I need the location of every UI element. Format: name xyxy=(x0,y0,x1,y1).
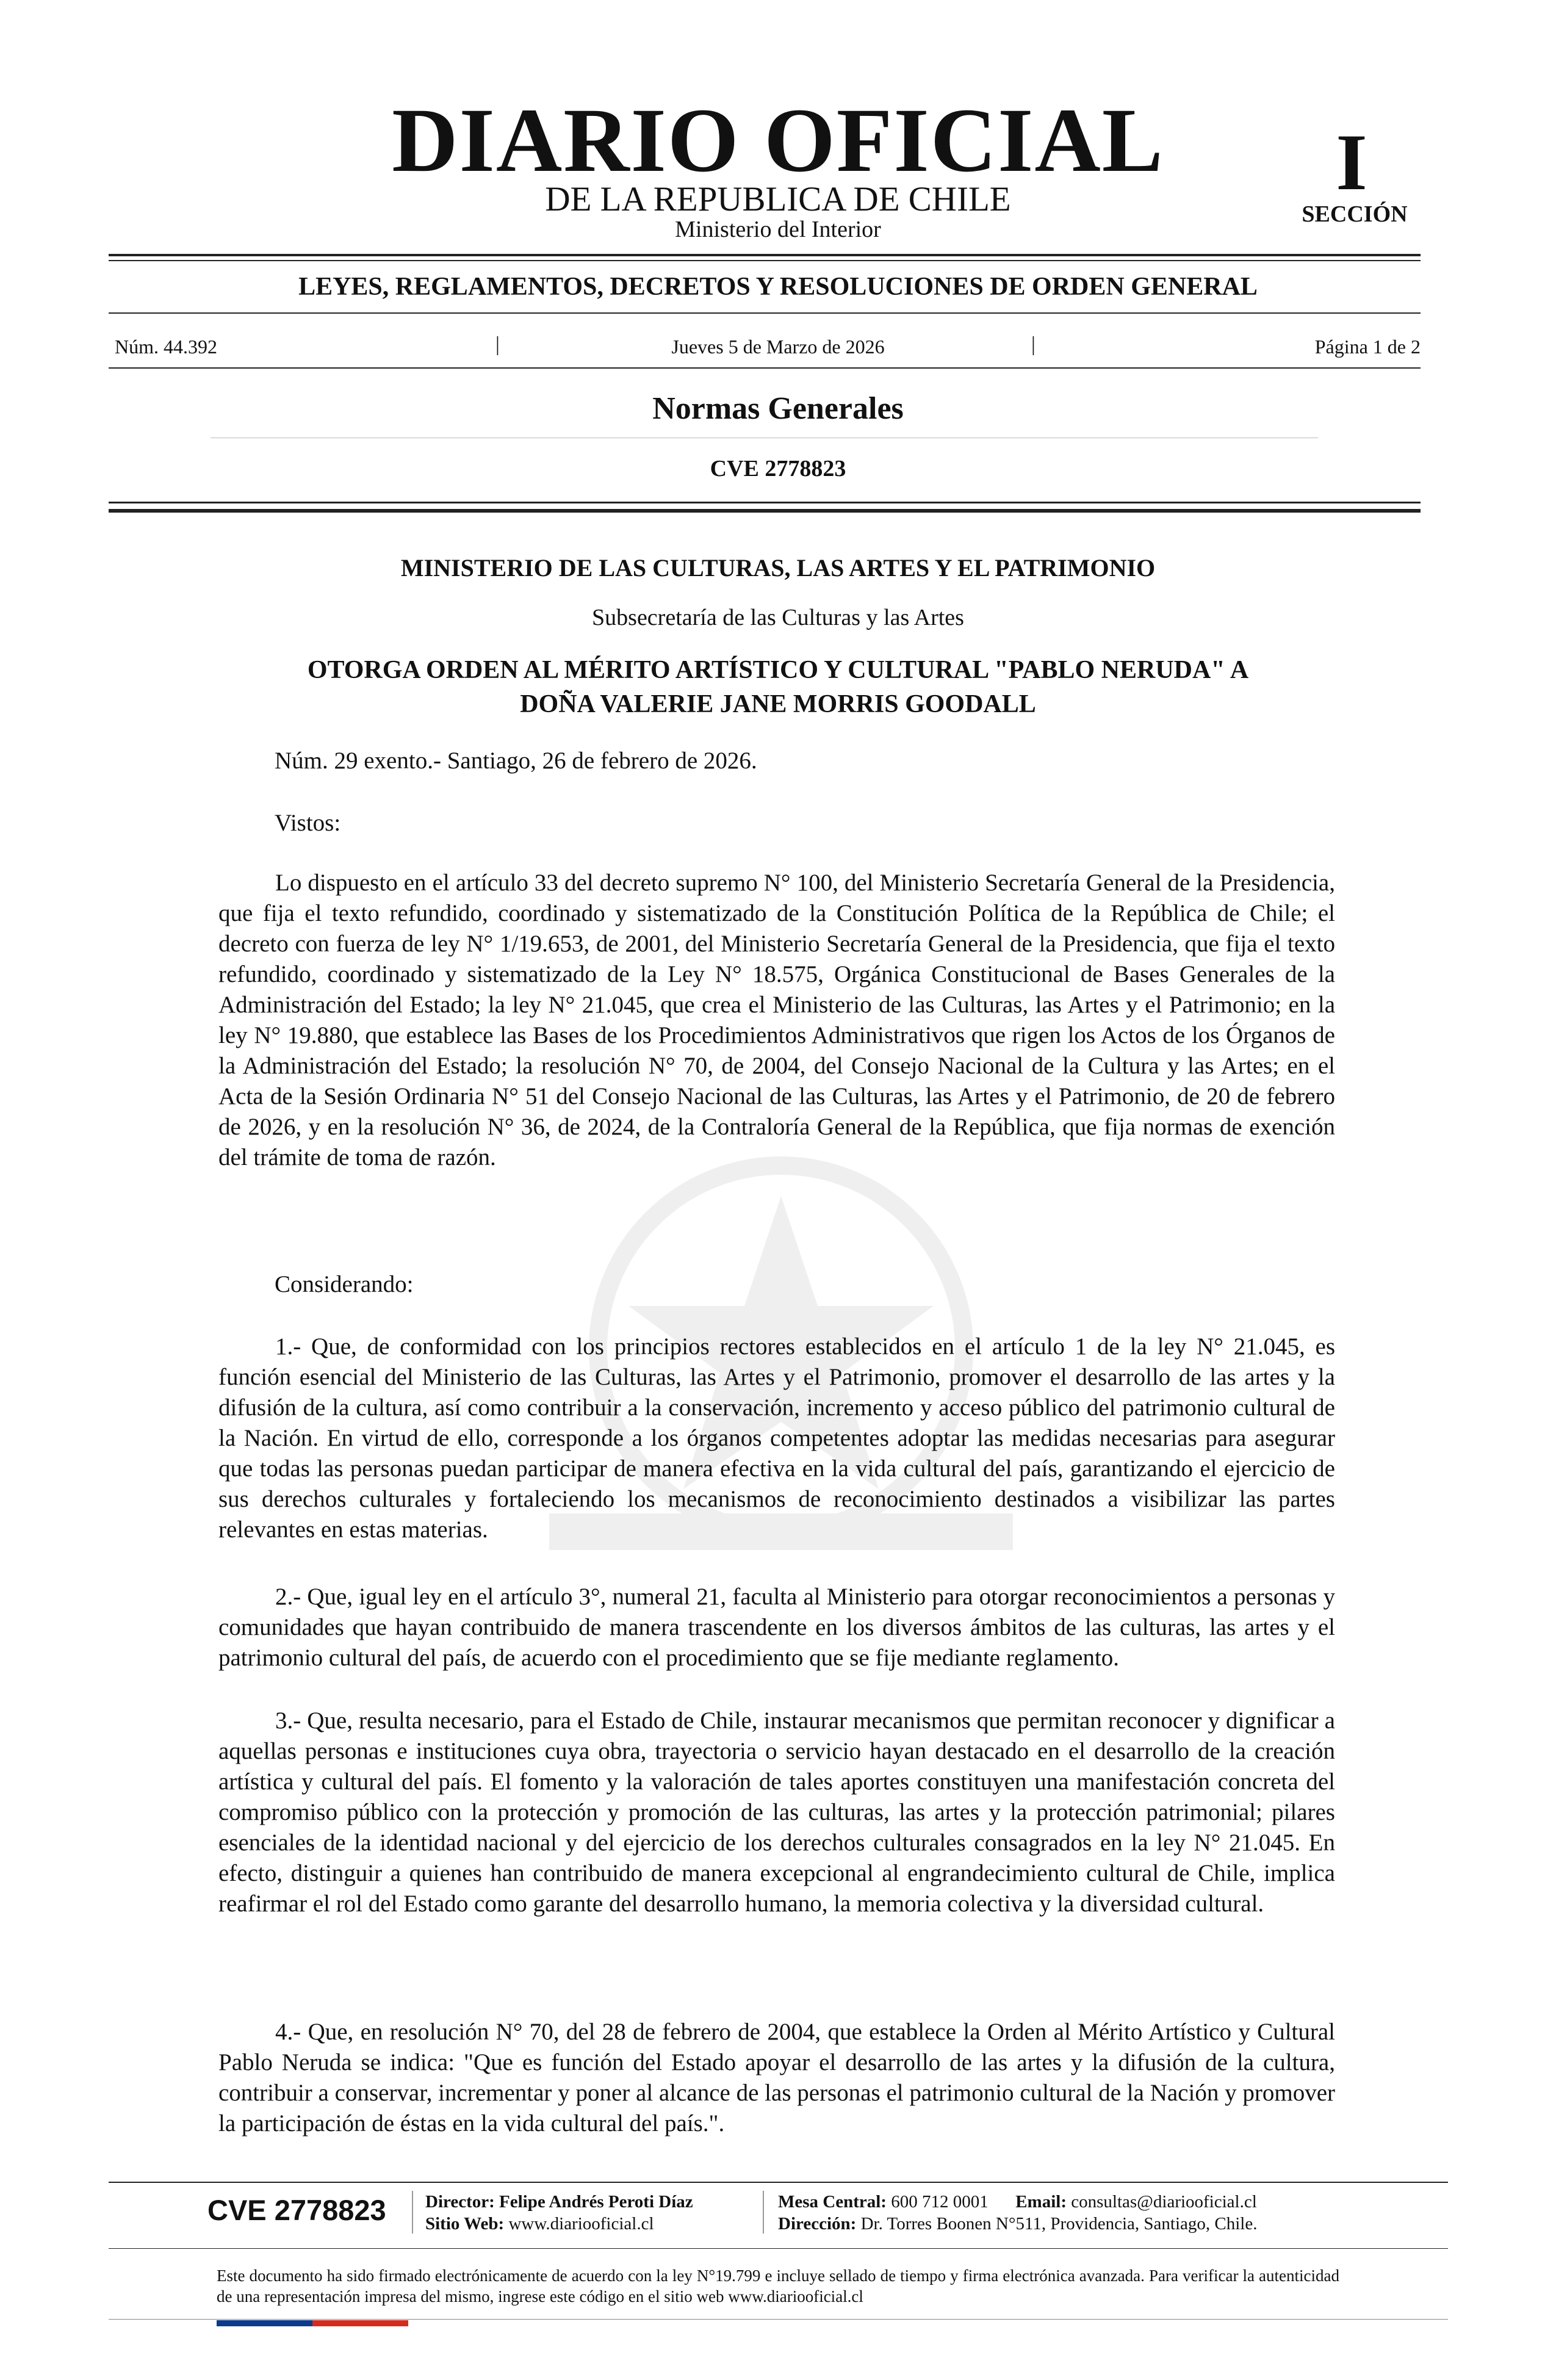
cve-rule-top xyxy=(109,502,1421,503)
considerando-paragraph: 4.- Que, en resolución N° 70, del 28 de febrero de 2004, que establece la Orden al Mérito Artístico y Cultural Pablo Neruda se indica: "Que es función del Estado apoyar el desarrollo de las artes y la difusión de la cultura, contribuir a conservar, incrementar y poner al alcance de las personas el patrimonio cultural de la Nación y promover la participación de éstas en la vida cultural del país.". xyxy=(218,2019,1335,2137)
flag-stripe-red xyxy=(312,2320,408,2326)
footer-cve-code: CVE 2778823 xyxy=(207,2194,386,2226)
phone-label: Mesa Central: xyxy=(778,2192,887,2212)
footer-rule-middle xyxy=(109,2248,1448,2249)
masthead-rule-top xyxy=(109,254,1421,256)
masthead-subtitle: DE LA REPUBLICA DE CHILE xyxy=(545,180,1011,218)
address-label: Dirección: xyxy=(778,2214,857,2234)
masthead-ministry: Ministerio del Interior xyxy=(675,217,881,242)
director-label: Director: xyxy=(425,2192,495,2212)
section-title: Normas Generales xyxy=(652,391,904,426)
footer-contact xyxy=(778,2191,1257,2213)
footer-rule-bottom xyxy=(109,2319,1448,2320)
issue-separator: | xyxy=(1031,333,1036,356)
considerando-label: Considerando: xyxy=(275,1271,414,1297)
masthead-title: DIARIO OFICIAL xyxy=(392,90,1164,191)
laws-heading-rule xyxy=(109,312,1421,314)
cve-code: CVE 2778823 xyxy=(710,456,846,481)
director-name: Felipe Andrés Peroti Díaz xyxy=(499,2192,693,2212)
issue-separator: | xyxy=(495,333,500,356)
footer-rule-top xyxy=(109,2182,1448,2183)
masthead-rule-bottom xyxy=(109,260,1421,261)
section-number: I xyxy=(1336,117,1367,207)
issue-date: Jueves 5 de Marzo de 2026 xyxy=(671,336,885,358)
vistos-label: Vistos: xyxy=(275,810,341,836)
considerando-paragraph: 3.- Que, resulta necesario, para el Estado de Chile, instaurar mecanismos que permitan reconocer y dignificar a aquellas personas e instituciones cuya obra, trayectoria o servicio hayan destacado en el desarrollo de la creación artística y cultural del país. El fomento y la valoración de tales aportes constituyen una manifestación concreta del compromiso público con la protección y promoción de las culturas, las artes y la protección patrimonial; pilares esenciales de la identidad nacional y del ejercicio de los derechos culturales consagrados en la ley N° 21.045. En efecto, distinguir a quienes han contribuido de manera excepcional al engrandecimiento cultural de Chile, implica reafirmar el rol del Estado como garante del desarrollo humano, la memoria colectiva y la diversidad cultural. xyxy=(218,1707,1335,1917)
laws-heading: LEYES, REGLAMENTOS, DECRETOS Y RESOLUCIONES DE ORDEN GENERAL xyxy=(298,273,1258,301)
issue-number: Núm. 44.392 xyxy=(115,336,217,358)
decree-title-line: DOÑA VALERIE JANE MORRIS GOODALL xyxy=(520,690,1036,718)
email-label: Email: xyxy=(1015,2192,1067,2212)
website-link[interactable]: www.diariooficial.cl xyxy=(508,2214,654,2234)
email-link[interactable]: consultas@diariooficial.cl xyxy=(1071,2192,1257,2212)
issue-rule xyxy=(109,367,1421,369)
footer-website xyxy=(425,2213,654,2235)
ministry-name: MINISTERIO DE LAS CULTURAS, LAS ARTES Y EL PATRIMONIO xyxy=(400,554,1156,582)
subsecretaria: Subsecretaría de las Culturas y las Artes xyxy=(592,605,964,630)
footer-director xyxy=(425,2191,693,2213)
flag-stripe-blue xyxy=(217,2320,312,2326)
considerando-paragraph: 1.- Que, de conformidad con los principios rectores establecidos en el artículo 1 de la ley N° 21.045, es función esencial del Ministerio de las Culturas, las Artes y el Patrimonio, promover el desarrollo de las artes y la difusión de la cultura, así como contribuir a la conservación, incremento y acceso público del patrimonio cultural de la Nación. En virtud de ello, corresponde a los órganos competentes adoptar las medidas necesarias para asegurar que todas las personas puedan participar de manera efectiva en la vida cultural del país, garantizando el ejercicio de sus derechos culturales y fortaleciendo los mecanismos de reconocimiento destinados a visibilizar las partes relevantes en estas materias. xyxy=(218,1333,1335,1543)
vistos-paragraph: Lo dispuesto en el artículo 33 del decreto supremo N° 100, del Ministerio Secretaría General de la Presidencia, que fija el texto refundido, coordinado y sistematizado de la Constitución Política de la República de Chile; el decreto con fuerza de ley N° 1/19.653, de 2001, del Ministerio Secretaría General de la Presidencia, que fija el texto refundido, coordinado y sistematizado de la Ley N° 18.575, Orgánica Constitucional de Bases Generales de la Administración del Estado; la ley N° 21.045, que crea el Ministerio de las Culturas, las Artes y el Patrimonio; en la ley N° 19.880, que establece las Bases de los Procedimientos Administrativos que rigen los Actos de los Órganos de la Administración del Estado; la resolución N° 70, de 2004, del Consejo Nacional de la Cultura y las Artes; en el Acta de la Sesión Ordinaria N° 51 del Consejo Nacional de las Culturas, las Artes y el Patrimonio, de 20 de febrero de 2026, y en la resolución N° 36, de 2024, de la Contraloría General de la República, que fija normas de exención del trámite de toma de razón. xyxy=(218,870,1335,1170)
decree-title xyxy=(183,653,1373,721)
decree-number-line: Núm. 29 exento.- Santiago, 26 de febrero de 2026. xyxy=(275,748,757,774)
cve-rule-bottom xyxy=(109,509,1421,513)
footer-address xyxy=(778,2213,1257,2235)
footer-divider xyxy=(412,2191,413,2234)
footer-disclaimer: Este documento ha sido firmado electrónicamente de acuerdo con la ley N°19.799 e incluye sellado de tiempo y firma electrónica avanzada. Para verificar la autenticidad de una representación impresa del mismo, ingrese este código en el sitio web www.diariooficial.cl xyxy=(217,2266,1339,2306)
issue-page: Página 1 de 2 xyxy=(1314,336,1421,358)
phone-number: 600 712 0001 xyxy=(891,2192,989,2212)
footer-divider xyxy=(763,2191,764,2234)
section-label: SECCIÓN xyxy=(1302,201,1408,227)
considerando-paragraph: 2.- Que, igual ley en el artículo 3°, numeral 21, faculta al Ministerio para otorgar reconocimientos a personas y comunidades que hayan contribuido de manera trascendente en los diversos ámbitos de las culturas, las artes y el patrimonio cultural del país, de acuerdo con el procedimiento que se fije mediante reglamento. xyxy=(218,1584,1335,1671)
website-label: Sitio Web: xyxy=(425,2214,505,2234)
decree-title-line: OTORGA ORDEN AL MÉRITO ARTÍSTICO Y CULTURAL "PABLO NERUDA" A xyxy=(307,656,1249,684)
address-text: Dr. Torres Boonen N°511, Providencia, Santiago, Chile. xyxy=(860,2214,1258,2234)
